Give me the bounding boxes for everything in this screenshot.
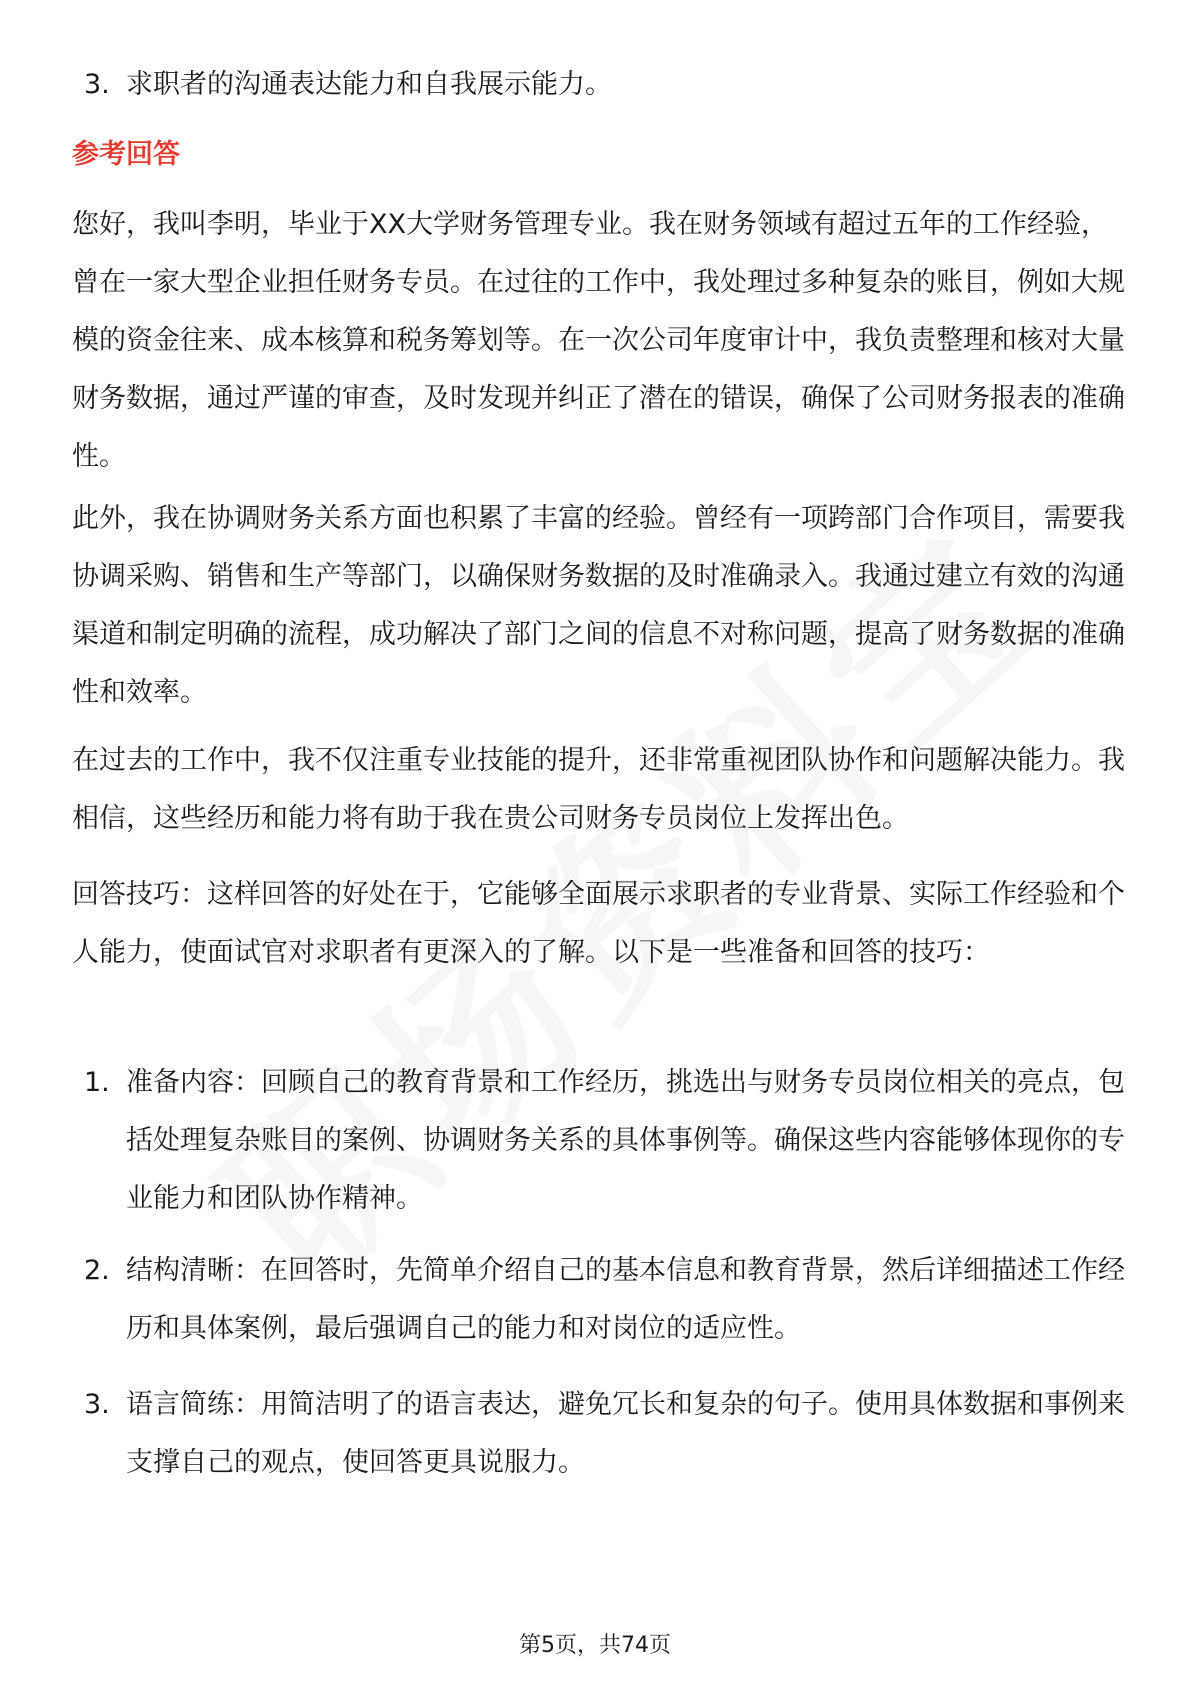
list-text: 求职者的沟通表达能力和自我展示能力。 bbox=[126, 69, 612, 100]
paragraph: 您好，我叫李明，毕业于XX大学财务管理专业。我在财务领域有超过五年的工作经验，曾在一家大型企业担任财务专员。在过往的工作中，我处理过多种复杂的账目，例如大规模的资金往来、成本核算和税务筹划等。在一次公司年度审计中，我负责整理和核对大量财务数据，通过严谨的审查，及时发现并纠正了潜在的错误，确保了公司财务报表的准确性。 bbox=[72, 209, 1125, 472]
page-footer: 第5页，共74页 bbox=[519, 1633, 671, 1658]
tip-list-item bbox=[72, 1376, 1132, 1492]
list-number: 1. bbox=[84, 1067, 110, 1098]
list-number: 3. bbox=[84, 1389, 110, 1420]
paragraph: 此外，我在协调财务关系方面也积累了丰富的经验。曾经有一项跨部门合作项目，需要我协调采购、销售和生产等部门，以确保财务数据的及时准确录入。我通过建立有效的沟通渠道和制定明确的流程，成功解决了部门之间的信息不对称问题，提高了财务数据的准确性和效率。 bbox=[72, 503, 1125, 708]
tip-list-item bbox=[72, 1242, 1132, 1358]
section-heading: 参考回答 bbox=[72, 139, 180, 170]
tips-intro-paragraph: 回答技巧：这样回答的好处在于，它能够全面展示求职者的专业背景、实际工作经验和个人能力，使面试官对求职者有更深入的了解。以下是一些准备和回答的技巧： bbox=[72, 879, 1125, 968]
list-number: 3. bbox=[84, 69, 110, 100]
paragraph: 在过去的工作中，我不仅注重专业技能的提升，还非常重视团队协作和问题解决能力。我相信，这些经历和能力将有助于我在贵公司财务专员岗位上发挥出色。 bbox=[72, 745, 1125, 834]
tip-list-item bbox=[72, 1054, 1132, 1228]
list-text: 准备内容：回顾自己的教育背景和工作经历，挑选出与财务专员岗位相关的亮点，包括处理复杂账目的案例、协调财务关系的具体事例等。确保这些内容能够体现你的专业能力和团队协作精神。 bbox=[126, 1067, 1125, 1214]
list-number: 2. bbox=[84, 1255, 110, 1286]
list-text: 结构清晰：在回答时，先简单介绍自己的基本信息和教育背景，然后详细描述工作经历和具体案例，最后强调自己的能力和对岗位的适应性。 bbox=[126, 1255, 1125, 1344]
intro-list-item bbox=[72, 56, 1132, 114]
list-text: 语言简练：用简洁明了的语言表达，避免冗长和复杂的句子。使用具体数据和事例来支撑自己的观点，使回答更具说服力。 bbox=[126, 1389, 1125, 1478]
